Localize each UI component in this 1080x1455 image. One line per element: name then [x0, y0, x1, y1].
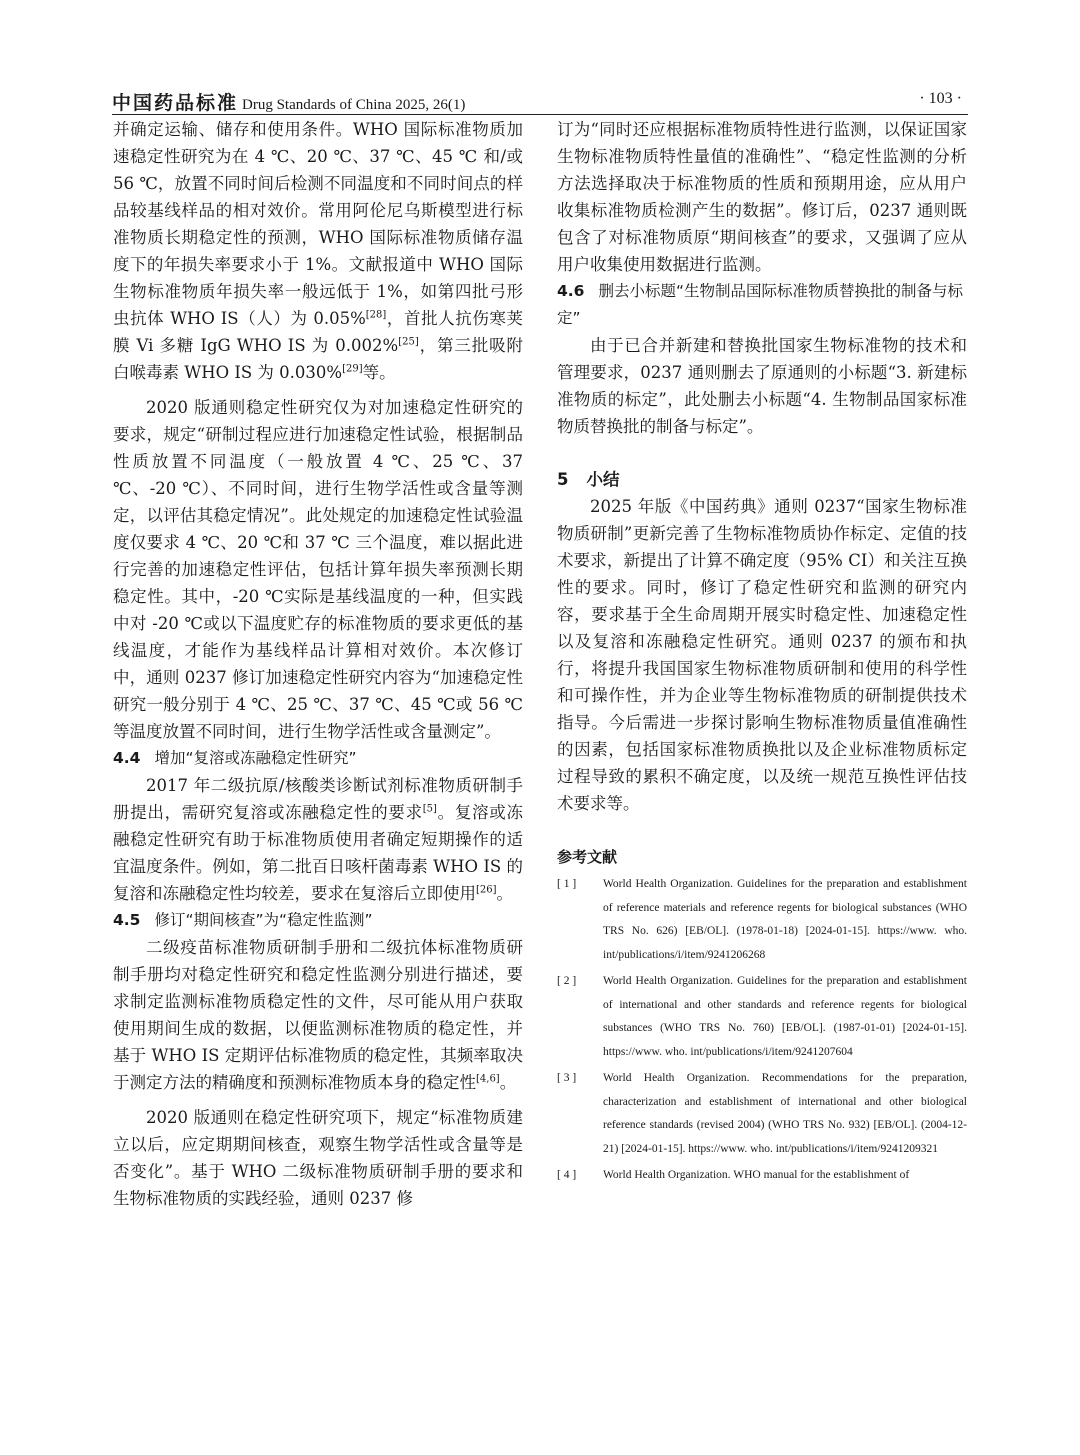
paragraph: 订为“同时还应根据标准物质特性进行监测，以保证国家生物标准物质特性量值的准确性”、“稳定性监测的分析方法选择取决于标准物质的性质和预期用途，应从用户收集标准物质检测产生的数据”。修订后，0237 通则既包含了对标准物质原“期间核查”的要求，又强调了应从用户收集使用数据进行监测。	[557, 120, 967, 274]
running-header	[112, 86, 968, 115]
reference-item	[557, 1164, 967, 1188]
reference-item	[557, 1067, 967, 1161]
paragraph-text: ，首批人抗伤寒荚膜 Vi 多糖 IgG WHO IS 为 0.002%	[113, 309, 523, 355]
reference-text: World Health Organization. WHO manual for the establishment of	[603, 1169, 910, 1181]
page-number: · 103 ·	[919, 90, 962, 107]
paragraph-text: 。复溶或冻融稳定性研究有助于标准物质使用者确定短期操作的适宜温度条件。例如，第二批百日咳杆菌毒素 WHO IS 的复溶和冻融稳定性均较差，要求在复溶后立即使用	[113, 803, 524, 903]
reference-list	[557, 873, 967, 1188]
paragraph	[113, 934, 523, 1096]
section-heading-4-5	[113, 907, 523, 934]
citation: [26]	[476, 884, 497, 896]
section-heading-5	[557, 466, 967, 493]
reference-item	[557, 873, 967, 967]
reference-item	[557, 970, 967, 1064]
section-heading-4-6	[557, 278, 967, 332]
section-number: 5	[557, 470, 569, 489]
paragraph: 2025 年版《中国药典》通则 0237“国家生物标准物质研制”更新完善了生物标准物质协作标定、定值的技术要求，新提出了计算不确定度（95% CI）和关注互换性的要求。同时，修订了稳定性研究和监测的研究内容，要求基于全生命周期开展实时稳定性、加速稳定性以及复溶和冻融稳定性研究。通则 0237 的颁布和执行，将提升我国国家生物标准物质研制和使用的科学性和可操作性，并为企业等生物标准物质的研制提供技术指导。今后需进一步探讨影响生物标准物质量值准确性的因素，包括国家标准物质换批以及企业标准物质标定过程导致的累积不确定度，以及统一规范互换性评估技术要求等。	[557, 497, 967, 813]
right-column	[557, 116, 967, 1191]
reference-text: World Health Organization. Guidelines for the preparation and establishment of reference materials and reference regents for biological substances (WHO TRS No. 626) [EB/OL]. (1978-01-18) [2024-01-15]. https://www. who. int/publications/i/item/9241206268	[603, 878, 967, 961]
section-number: 4.6	[557, 282, 585, 300]
paragraph-text: 2017 年二级抗原/核酸类诊断试剂标准物质研制手册提出，需研究复溶或冻融稳定性的要求	[113, 776, 523, 822]
section-title: 小结	[586, 470, 620, 489]
section-heading-4-4	[113, 745, 523, 772]
journal-title	[112, 88, 465, 115]
left-column	[113, 116, 523, 1212]
reference-number: [ 4 ]	[557, 1169, 577, 1181]
reference-text: World Health Organization. Recommendations for the preparation, characterization and establishment of international and other biological reference standards (revised 2004) (WHO TRS No. 932) [EB/OL]. (2004-12-21) [2024-01-15]. https://www. who. int/publications/i/item/9241209321	[603, 1072, 967, 1155]
citation: [25]	[398, 336, 419, 348]
paragraph: 2020 版通则在稳定性研究项下，规定“标准物质建立以后，应定期期间核查，观察生物学活性或含量等是否变化”。基于 WHO 二级标准物质研制手册的要求和生物标准物质的实践经验，通则 0237 修	[113, 1108, 523, 1208]
paragraph: 2020 版通则稳定性研究仅为对加速稳定性研究的要求，规定“研制过程应进行加速稳定性试验，根据制品性质放置不同温度（一般放置 4 ℃、25 ℃、37 ℃、-20 ℃）、不同时间，进行生物学活性或含量等测定，以评估其稳定情况”。此处规定的加速稳定性试验温度仅要求 4 ℃、20 ℃和 37 ℃ 三个温度，难以据此进行完善的加速稳定性评估，包括计算年损失率预测长期稳定性。其中，-20 ℃实际是基线温度的一种，但实践中对 -20 ℃或以下温度贮存的标准物质的要求更低的基线温度，才能作为基线样品计算相对效价。本次修订中，通则 0237 修订加速稳定性研究内容为“加速稳定性研究一般分别于 4 ℃、25 ℃、37 ℃、45 ℃或 56 ℃等温度放置不同时间，进行生物学活性或含量测定”。	[113, 398, 523, 741]
section-number: 4.5	[113, 911, 141, 929]
paragraph-text: ，第三批吸附白喉毒素 WHO IS 为 0.030%	[113, 336, 524, 382]
references-heading: 参考文献	[557, 848, 618, 866]
journal-title-en: Drug Standards of China 2025, 26(1)	[242, 97, 466, 113]
reference-number: [ 1 ]	[557, 878, 577, 890]
section-title: 修订“期间核查”为“稳定性监测”	[154, 911, 373, 929]
journal-title-cn: 中国药品标准	[112, 92, 239, 114]
paragraph: 由于已合并新建和替换批国家生物标准物的技术和管理要求，0237 通则删去了原通则的小标题“3. 新建标准物质的标定”，此处删去小标题“4. 生物制品国家标准物质替换批的制备与标定”。	[557, 336, 967, 436]
paragraph	[113, 772, 523, 907]
reference-number: [ 3 ]	[557, 1072, 577, 1084]
paragraph-text: 并确定运输、储存和使用条件。WHO 国际标准物质加速稳定性研究为在 4 ℃、20 ℃、37 ℃、45 ℃ 和/或 56 ℃，放置不同时间后检测不同温度和不同时间点的样品较基线样品的相对效价。常用阿伦尼乌斯模型进行标准物质长期稳定性的预测，WHO 国际标准物质储存温度下的年损失率要求小于 1%。文献报道中 WHO 国际生物标准物质年损失率一般远低于 1%，如第四批弓形虫抗体 WHO IS（人）为 0.05%	[113, 120, 523, 328]
paragraph	[113, 116, 523, 386]
citation: [5]	[422, 803, 437, 815]
section-title: 增加“复溶或冻融稳定性研究”	[154, 749, 357, 767]
paragraph-text: 。	[499, 1073, 517, 1092]
paragraph-text: 二级疫苗标准物质研制手册和二级抗体标准物质研制手册均对稳定性研究和稳定性监测分别进行描述，要求制定监测标准物质稳定性的文件，尽可能从用户获取使用期间生成的数据，以便监测标准物质的稳定性，并基于 WHO IS 定期评估标准物质的稳定性，其频率取决于测定方法的精确度和预测标准物质本身的稳定性	[113, 938, 523, 1092]
reference-number: [ 2 ]	[557, 975, 577, 987]
paragraph-text: 等。	[362, 363, 396, 382]
paragraph-text: 。	[496, 884, 514, 903]
section-number: 4.4	[113, 749, 141, 767]
citation: [28]	[365, 309, 387, 321]
citation: [29]	[342, 363, 363, 375]
reference-text: World Health Organization. Guidelines for the preparation and establishment of international and other standards and reference regents for biological substances (WHO TRS No. 760) [EB/OL]. (1987-01-01) [2024-01-15]. https://www. who. int/publications/i/item/9241207604	[603, 975, 967, 1058]
citation: [4,6]	[476, 1073, 500, 1085]
section-title: 删去小标题“生物制品国际标准物质替换批的制备与标定”	[557, 282, 964, 327]
